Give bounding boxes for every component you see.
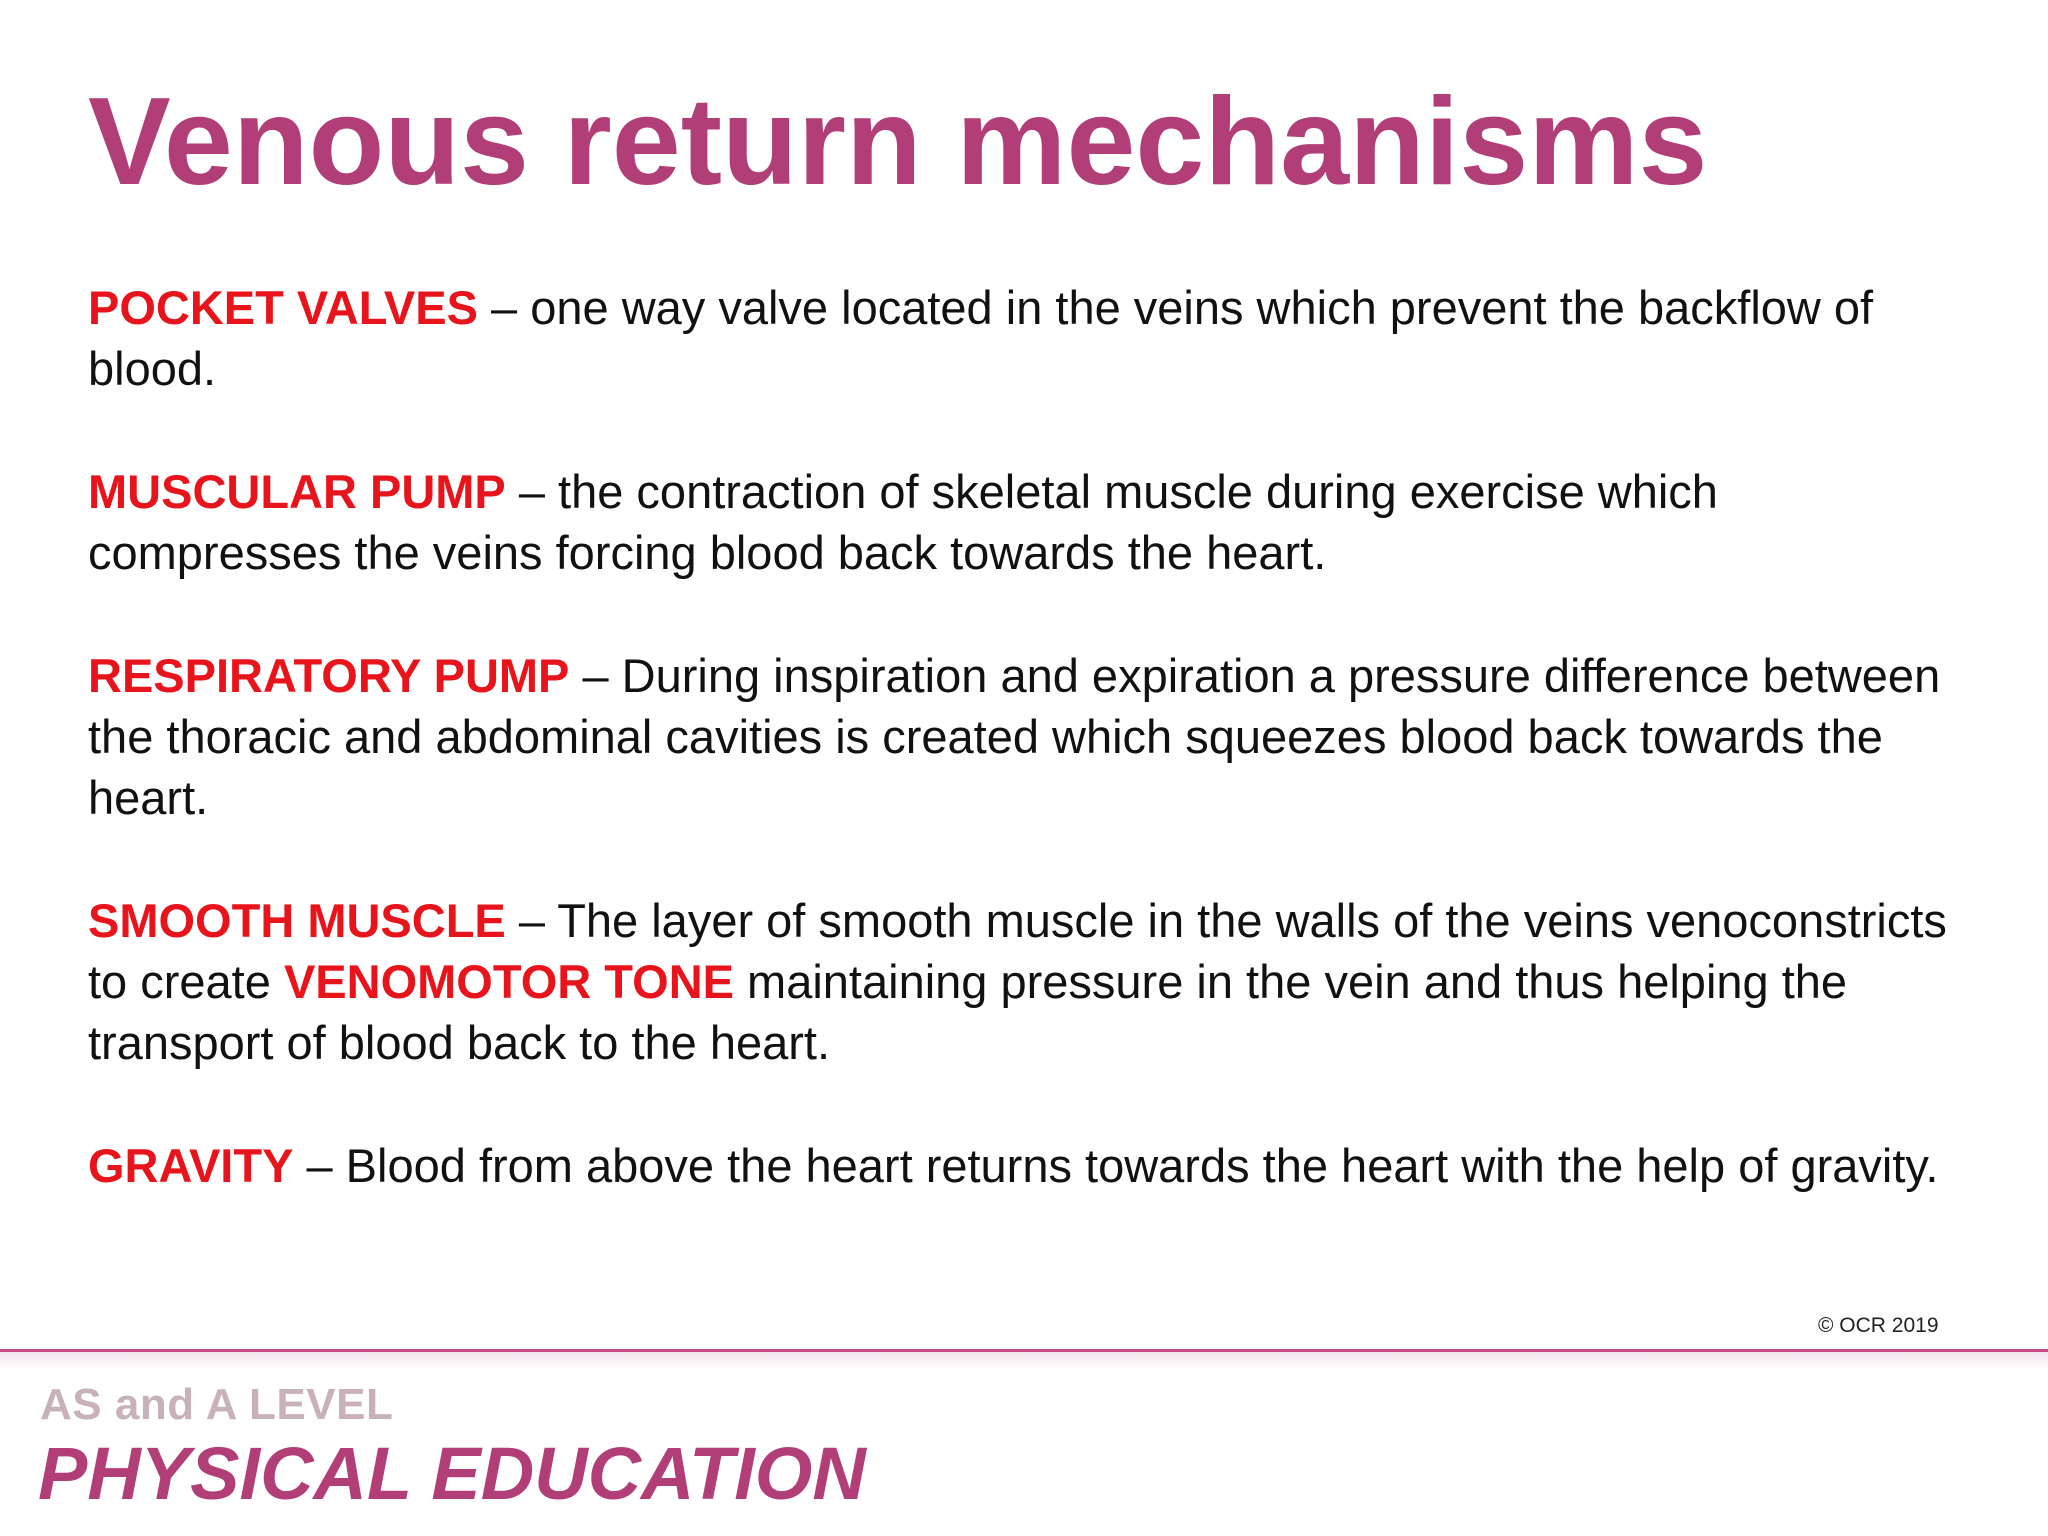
definition-respiratory-pump: – During inspiration and expiration a pressure difference between the thoracic and abdominal cavities is created which squeezes blood back towards the heart. [88,649,1941,824]
term-smooth-muscle: SMOOTH MUSCLE [88,894,506,947]
paragraph-muscular-pump [88,461,1968,583]
paragraph-respiratory-pump [88,645,1968,828]
definition-gravity: – Blood from above the heart returns towards the heart with the help of gravity. [293,1139,1939,1192]
paragraph-pocket-valves [88,277,1968,399]
paragraph-gravity [88,1135,1968,1196]
slide-title: Venous return mechanisms [88,73,1708,211]
footer-shadow [0,1352,2048,1370]
definition-smooth-muscle-part2: maintaining pressure in the vein and thus helping the transport of blood back to the heart. [88,955,1848,1069]
definition-muscular-pump: – the contraction of skeletal muscle during exercise which compresses the veins forcing blood back towards the heart. [88,465,1718,579]
copyright-notice: © OCR 2019 [1818,1314,1939,1337]
brand-subtitle: AS and A LEVEL [40,1380,394,1429]
term-muscular-pump: MUSCULAR PUMP [88,465,506,518]
definition-pocket-valves: – one way valve located in the veins which prevent the backflow of blood. [88,281,1874,395]
term-respiratory-pump: RESPIRATORY PUMP [88,649,570,702]
definition-smooth-muscle-part1: – The layer of smooth muscle in the walls of the veins venoconstricts to create [88,894,1947,1008]
slide-content [88,277,1968,1258]
paragraph-smooth-muscle [88,890,1968,1073]
term-gravity: GRAVITY [88,1139,294,1192]
brand-title: PHYSICAL EDUCATION [38,1432,866,1515]
term-pocket-valves: POCKET VALVES [88,281,478,334]
term-venomotor-tone: VENOMOTOR TONE [283,955,734,1008]
